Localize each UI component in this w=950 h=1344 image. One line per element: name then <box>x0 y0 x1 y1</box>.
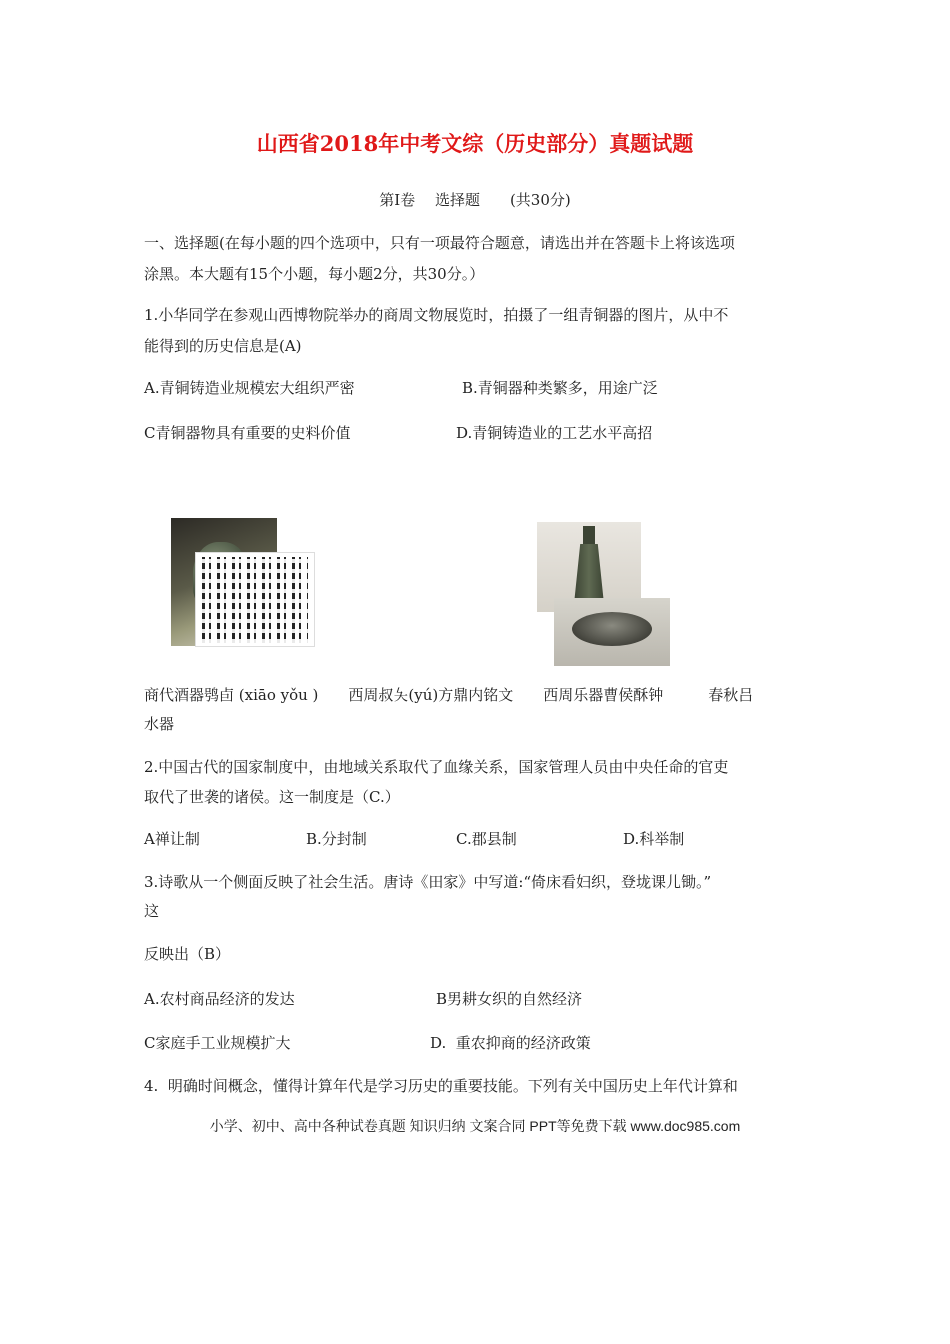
q2-option-b: B.分封制 <box>306 830 367 848</box>
q1-line-1: 1.小华同学在参观山西博物院举办的商周文物展览时，拍摄了一组青铜器的图片，从中不 <box>144 306 729 324</box>
q3-line-1: 3.诗歌从一个侧面反映了社会生活。唐诗《田家》中写道:“倚床看妇织，登垅课儿锄。” <box>144 873 712 891</box>
q2-line-1: 2.中国古代的国家制度中，由地域关系取代了血缘关系，国家管理人员由中央任命的官吏 <box>144 758 729 776</box>
q3-option-d: D. 重农抑商的经济政策 <box>430 1034 591 1052</box>
q3-option-b: B男耕女织的自然经济 <box>436 990 583 1008</box>
instructions-line-2: 涂黑。本大题有15个小题，每小题2分，共30分。） <box>144 265 485 283</box>
q1-captions-line-1: 商代酒器鸮卣 (xiāo yǒu ) 西周叔夨(yú)方鼎内铭文 西周乐器曹侯酥钟 春秋吕 <box>144 686 754 704</box>
q1-option-d: D.青铜铸造业的工艺水平高招 <box>456 424 653 442</box>
q4-line-1: 4. 明确时间概念，懂得计算年代是学习历史的重要技能。下列有关中国历史上年代计算和 <box>144 1077 738 1095</box>
section-title: 第Ⅰ卷 选择题 (共30分) <box>379 191 571 209</box>
bronze-inscription-rubbing <box>196 553 314 646</box>
bronze-water-vessel-photo <box>554 598 670 666</box>
q1-line-2: 能得到的历史信息是(A) <box>144 337 302 355</box>
q1-option-a: A.青铜铸造业规模宏大组织严密 <box>144 379 355 397</box>
page-footer: 小学、初中、高中各种试卷真题 知识归纳 文案合同 PPT等免费下载 www.doc985.com <box>209 1118 741 1134</box>
q3-line-3: 反映出（B） <box>144 945 231 963</box>
q3-line-2: 这 <box>144 902 160 920</box>
q2-line-2: 取代了世袭的诸侯。这一制度是（C.） <box>144 788 400 806</box>
q1-option-b: B.青铜器种类繁多，用途广泛 <box>462 379 658 397</box>
q3-option-c: C家庭手工业规模扩大 <box>144 1034 291 1052</box>
instructions-line-1: 一、选择题(在每小题的四个选项中，只有一项最符合题意，请选出并在答题卡上将该选项 <box>144 234 735 252</box>
page-title: 山西省2018年中考文综（历史部分）真题试题 <box>256 131 694 156</box>
q1-captions-line-2: 水器 <box>144 715 175 733</box>
q2-option-c: C.郡县制 <box>456 830 517 848</box>
q2-option-a: A禅让制 <box>144 830 200 848</box>
q2-option-d: D.科举制 <box>623 830 685 848</box>
q1-option-c: C青铜器物具有重要的史料价值 <box>144 424 351 442</box>
q3-option-a: A.农村商品经济的发达 <box>144 990 295 1008</box>
